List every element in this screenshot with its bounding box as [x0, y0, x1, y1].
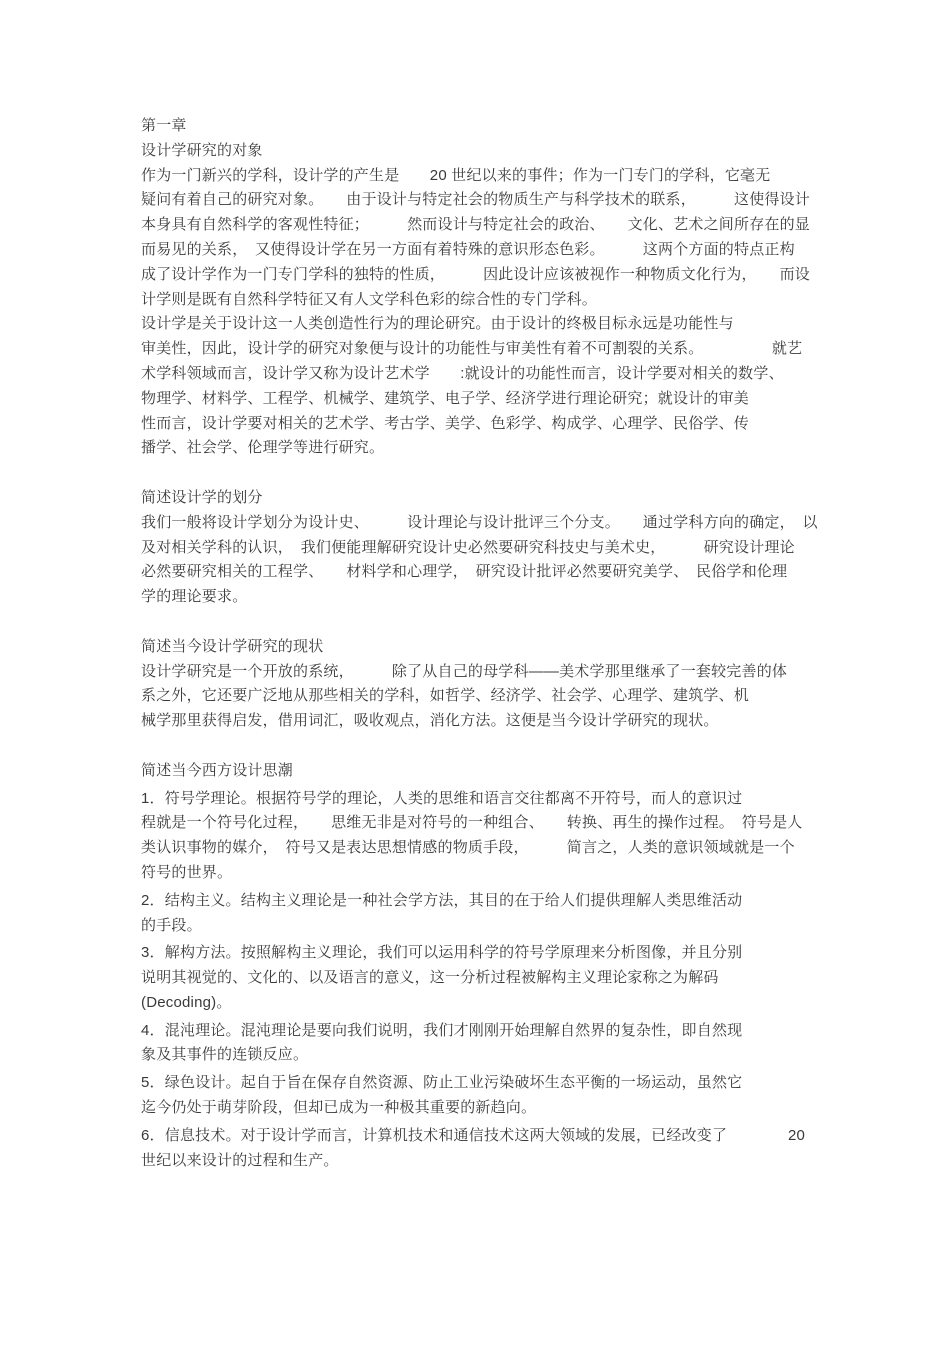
chapter-heading: 第一章 — [141, 117, 187, 134]
text-line: 本身具有自然科学的客观性特征； 然而设计与特定社会的政治、 文化、艺术之间所存在的显 — [141, 216, 811, 234]
text-line: 术学科领域而言，设计学又称为设计艺术学 :就设计的功能性而言，设计学要对相关的数学、 — [141, 364, 784, 382]
text-line: 审美性，因此，设计学的研究对象便与设计的功能性与审美性有着不可割裂的关系。 就艺 — [141, 340, 803, 358]
text-line: 成了设计学作为一门专门学科的独特的性质， 因此设计应该被视作一种物质文化行为， 而设 — [141, 265, 811, 283]
section-heading: 设计学研究的对象 — [141, 141, 263, 159]
blank-line — [141, 461, 901, 486]
text-line: 迄今仍处于萌芽阶段，但却已成为一种极其重要的新趋向。 — [141, 1099, 537, 1117]
text-line: 作为一门新兴的学科，设计学的产生是 20 世纪以来的事件；作为一门专门的学科，它毫无 — [141, 166, 771, 184]
text-line: 械学那里获得启发，借用词汇，吸收观点，消化方法。这便是当今设计学研究的现状。 — [141, 712, 719, 730]
text-line: 设计学研究是一个开放的系统， 除了从自己的母学科——美术学那里继承了一套较完善的体 — [141, 662, 788, 680]
text-line: 而易见的关系， 又使得设计学在另一方面有着特殊的意识形态色彩。 这两个方面的特点正构 — [141, 240, 795, 258]
list-item-line: 4．混沌理论。混沌理论是要向我们说明，我们才刚刚开始理解自然界的复杂性，即自然现 — [141, 1021, 743, 1039]
list-item-line: 6．信息技术。对于设计学而言，计算机技术和通信技术这两大领域的发展，已经改变了 20 — [141, 1126, 806, 1144]
list-item-line: 1．符号学理论。根据符号学的理论，人类的思维和语言交往都离不开符号，而人的意识过 — [141, 789, 743, 807]
blank-line — [141, 610, 901, 635]
text-line: 类认识事物的媒介， 符号又是表达思想情感的物质手段， 简言之，人类的意识领域就是一个 — [141, 839, 795, 857]
blank-line — [141, 734, 901, 759]
list-item-line: 2．结构主义。结构主义理论是一种社会学方法，其目的在于给人们提供理解人类思维活动 — [141, 891, 743, 909]
text-line: 系之外，它还要广泛地从那些相关的学科，如哲学、经济学、社会学、心理学、建筑学、机 — [141, 687, 750, 705]
document-text-block — [141, 114, 901, 1173]
section-heading: 简述设计学的划分 — [141, 488, 263, 506]
text-line: 我们一般将设计学划分为设计史、 设计理论与设计批评三个分支。 通过学科方向的确定， 以 — [141, 513, 818, 531]
list-item-line: 5．绿色设计。起自于旨在保存自然资源、防止工业污染破坏生态平衡的一场运动，虽然它 — [141, 1074, 743, 1092]
section-heading: 简述当今西方设计思潮 — [141, 761, 294, 779]
text-line: 符号的世界。 — [141, 863, 233, 881]
text-line: 世纪以来设计的过程和生产。 — [141, 1151, 339, 1169]
text-line: (Decoding)。 — [141, 993, 232, 1011]
list-item-line: 3．解构方法。按照解构主义理论，我们可以运用科学的符号学原理来分析图像，并且分别 — [141, 944, 743, 962]
text-line: 计学则是既有自然科学特征又有人文学科色彩的综合性的专门学科。 — [141, 290, 598, 308]
text-line: 设计学是关于设计这一人类创造性行为的理论研究。由于设计的终极目标永远是功能性与 — [141, 315, 734, 333]
text-line: 及对相关学科的认识， 我们便能理解研究设计史必然要研究科技史与美术史， 研究设计理论 — [141, 538, 795, 556]
text-line: 说明其视觉的、文化的、以及语言的意义，这一分析过程被解构主义理论家称之为解码 — [141, 969, 719, 987]
text-line: 象及其事件的连锁反应。 — [141, 1046, 309, 1064]
text-line: 必然要研究相关的工程学、 材料学和心理学， 研究设计批评必然要研究美学、 民俗学和伦理 — [141, 563, 788, 581]
text-line: 学的理论要求。 — [141, 588, 248, 606]
text-line: 程就是一个符号化过程， 思维无非是对符号的一种组合、 转换、再生的操作过程。 符号是人 — [141, 814, 803, 832]
text-line: 播学、社会学、伦理学等进行研究。 — [141, 439, 385, 457]
text-line: 的手段。 — [141, 916, 202, 934]
text-line: 疑问有着自己的研究对象。 由于设计与特定社会的物质生产与科学技术的联系， 这使得设计 — [141, 191, 811, 209]
section-heading: 简述当今设计学研究的现状 — [141, 637, 324, 655]
text-line: 性而言，设计学要对相关的艺术学、考古学、美学、色彩学、构成学、心理学、民俗学、传 — [141, 414, 750, 432]
text-line: 物理学、材料学、工程学、机械学、建筑学、电子学、经济学进行理论研究；就设计的审美 — [141, 389, 750, 407]
